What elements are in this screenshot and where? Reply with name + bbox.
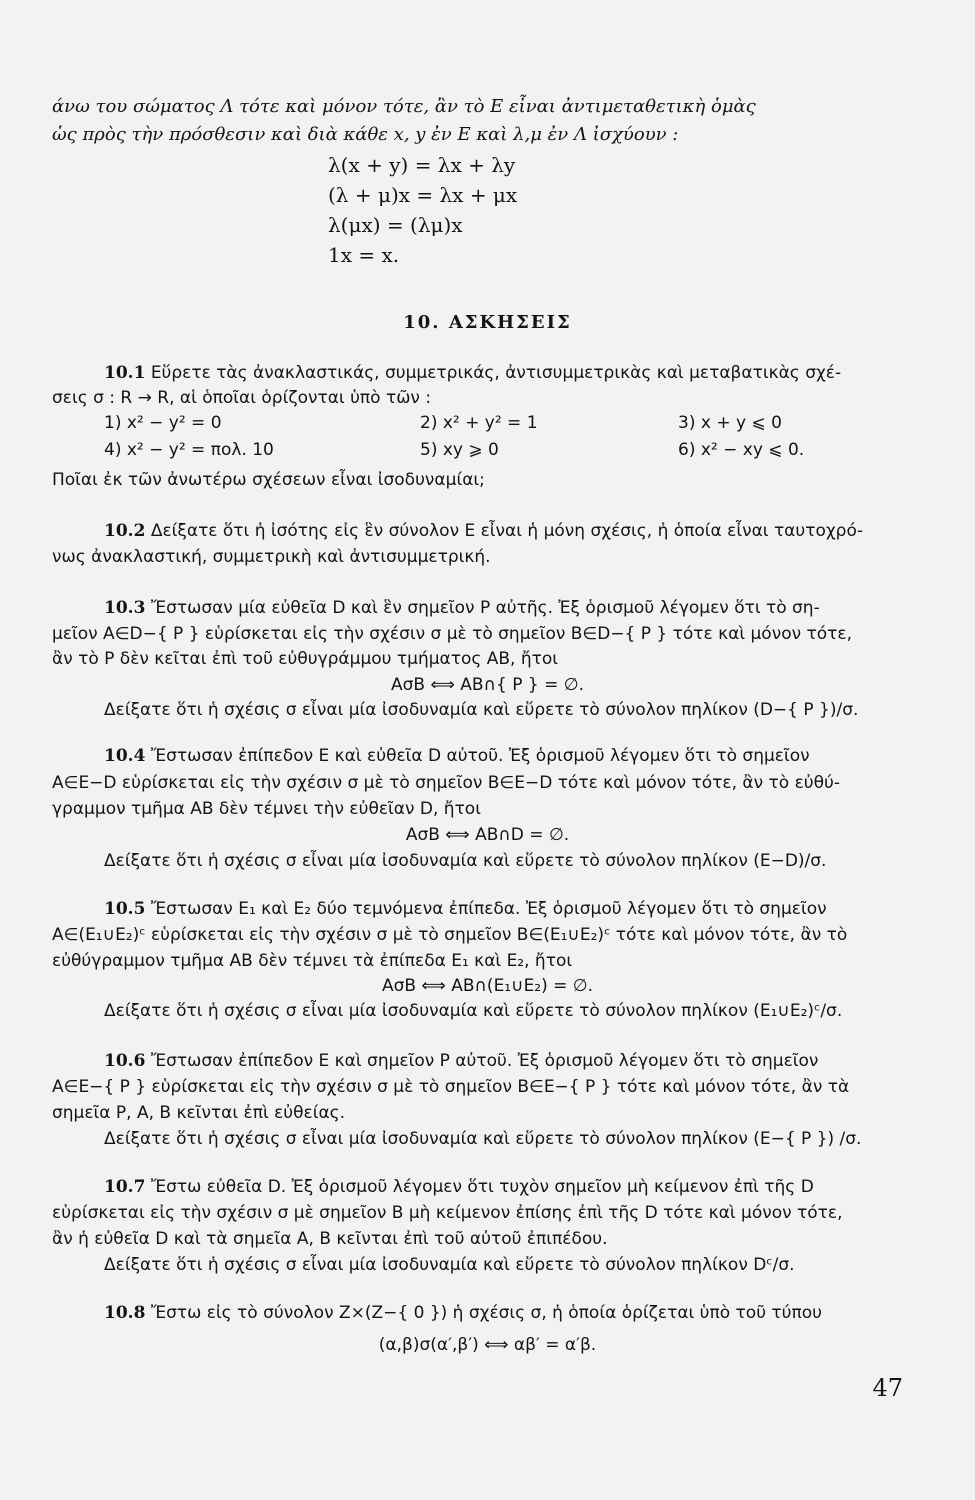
axiom-4: 1x = x. bbox=[328, 243, 400, 267]
exercise-10-1-question: Ποῖαι ἐκ τῶν ἀνωτέρω σχέσεων εἶναι ἰσοδυναμίαι; bbox=[52, 470, 485, 490]
exercise-10-6-line-3: σημεῖα P, A, B κεῖνται ἐπὶ εὐθείας. bbox=[52, 1103, 346, 1123]
exercise-10-8-formula: (α,β)σ(α′,β′) ⟺ αβ′ = α′β. bbox=[378, 1335, 597, 1355]
exercise-number: 10.3 bbox=[104, 598, 146, 618]
exercise-10-5-line-3: εὐθύγραμμον τμῆμα AB δὲν τέμνει τὰ ἐπίπεδα E₁ καὶ E₂, ἤτοι bbox=[52, 951, 573, 971]
exercise-10-4-formula: AσB ⟺ AB∩D = ∅. bbox=[405, 825, 570, 845]
axiom-1: λ(x + y) = λx + λy bbox=[328, 153, 516, 177]
intro-line-2: ὡς πρὸς τὴν πρόσθεσιν καὶ διὰ κάθε x, y ἐν E καὶ λ,μ ἐν Λ ἰσχύουν : bbox=[52, 124, 679, 145]
exercise-10-6-line-1 bbox=[104, 1050, 818, 1072]
exercise-10-5-formula: AσB ⟺ AB∩(E₁∪E₂) = ∅. bbox=[381, 976, 594, 996]
exercise-10-5-line-1 bbox=[104, 898, 827, 920]
exercise-text: Εὕρετε τὰς ἀνακλαστικάς, συμμετρικάς, ἀντισυμμετρικὰς καὶ μεταβατικὰς σχέ- bbox=[150, 363, 842, 383]
exercise-number: 10.2 bbox=[104, 521, 146, 541]
intro-line-1: άνω του σώματος Λ τότε καὶ μόνον τότε, ἂν τὸ E εἶναι ἀντιμεταθετικὴ ὁμὰς bbox=[52, 96, 756, 117]
exercise-number: 10.1 bbox=[104, 363, 146, 383]
exercise-number: 10.5 bbox=[104, 899, 146, 919]
exercise-10-8-line-1 bbox=[104, 1302, 822, 1324]
exercise-10-6-conclusion: Δείξατε ὅτι ἡ σχέσις σ εἶναι μία ἰσοδυναμία καὶ εὕρετε τὸ σύνολον πηλίκον (E−{ P }) /σ. bbox=[104, 1129, 862, 1149]
exercise-number: 10.6 bbox=[104, 1051, 146, 1071]
relation-item-6: 6) x² − xy ⩽ 0. bbox=[678, 440, 805, 460]
exercise-10-6-line-2: A∈E−{ P } εὑρίσκεται εἰς τὴν σχέσιν σ μὲ τὸ σημεῖον B∈E−{ P } τότε καὶ μόνον τότε, ἂν τὰ bbox=[52, 1077, 850, 1097]
relation-item-3: 3) x + y ⩽ 0 bbox=[678, 413, 782, 433]
exercise-number: 10.7 bbox=[104, 1177, 146, 1197]
exercise-10-3-conclusion: Δείξατε ὅτι ἡ σχέσις σ εἶναι μία ἰσοδυναμία καὶ εὕρετε τὸ σύνολον πηλίκον (D−{ P })/σ. bbox=[104, 700, 859, 720]
exercise-text: Ἔστωσαν μία εὐθεῖα D καὶ ἓν σημεῖον P αὐτῆς. Ἐξ ὁρισμοῦ λέγομεν ὅτι τὸ ση- bbox=[150, 598, 820, 618]
relation-item-1: 1) x² − y² = 0 bbox=[104, 413, 222, 433]
exercise-10-4-line-1 bbox=[104, 745, 810, 767]
exercise-10-1-line-1 bbox=[104, 362, 841, 384]
exercise-10-4-line-2: A∈E−D εὑρίσκεται εἰς τὴν σχέσιν σ μὲ τὸ σημεῖον B∈E−D τότε καὶ μόνον τότε, ἂν τὸ εὐθύ- bbox=[52, 773, 840, 793]
exercise-10-7-line-1 bbox=[104, 1176, 814, 1198]
exercise-10-7-line-3: ἂν ἡ εὐθεῖα D καὶ τὰ σημεῖα A, B κεῖνται ἐπὶ τοῦ αὐτοῦ ἐπιπέδου. bbox=[52, 1229, 608, 1249]
exercise-text: Ἔστωσαν E₁ καὶ E₂ δύο τεμνόμενα ἐπίπεδα. Ἐξ ὁρισμοῦ λέγομεν ὅτι τὸ σημεῖον bbox=[150, 899, 827, 919]
exercise-10-2-line-1 bbox=[104, 520, 863, 542]
relation-item-2: 2) x² + y² = 1 bbox=[420, 413, 538, 433]
exercise-10-5-conclusion: Δείξατε ὅτι ἡ σχέσις σ εἶναι μία ἰσοδυναμία καὶ εὕρετε τὸ σύνολον πηλίκον (E₁∪E₂)ᶜ/σ. bbox=[104, 1001, 843, 1021]
exercise-10-3-line-1 bbox=[104, 597, 820, 619]
relation-item-4: 4) x² − y² = πολ. 10 bbox=[104, 440, 274, 460]
exercise-10-7-conclusion: Δείξατε ὅτι ἡ σχέσις σ εἶναι μία ἰσοδυναμία καὶ εὕρετε τὸ σύνολον πηλίκον Dᶜ/σ. bbox=[104, 1255, 795, 1275]
exercise-number: 10.8 bbox=[104, 1303, 146, 1323]
axiom-3: λ(μx) = (λμ)x bbox=[328, 213, 463, 237]
exercise-text: Δείξατε ὅτι ἡ ἰσότης εἰς ἓν σύνολον E εἶναι ἡ μόνη σχέσις, ἡ ὁποία εἶναι ταυτοχρό- bbox=[150, 521, 864, 541]
axiom-2: (λ + μ)x = λx + μx bbox=[328, 183, 518, 207]
page-number: 47 bbox=[872, 1374, 903, 1402]
exercise-10-1-line-2: σεις σ : R → R, αἱ ὁποῖαι ὁρίζονται ὑπὸ τῶν : bbox=[52, 388, 432, 408]
exercise-number: 10.4 bbox=[104, 746, 146, 766]
section-heading: 10. ΑΣΚΗΣΕΙΣ bbox=[403, 312, 572, 333]
exercise-10-4-conclusion: Δείξατε ὅτι ἡ σχέσις σ εἶναι μία ἰσοδυναμία καὶ εὕρετε τὸ σύνολον πηλίκον (E−D)/σ. bbox=[104, 851, 827, 871]
exercise-10-3-line-3: ἂν τὸ P δὲν κεῖται ἐπὶ τοῦ εὐθυγράμμου τμήματος AB, ἤτοι bbox=[52, 649, 559, 669]
exercise-text: Ἔστωσαν ἐπίπεδον E καὶ σημεῖον P αὐτοῦ. Ἐξ ὁρισμοῦ λέγομεν ὅτι τὸ σημεῖον bbox=[150, 1051, 819, 1071]
exercise-text: Ἔστω εἰς τὸ σύνολον Z×(Z−{ 0 }) ἡ σχέσις σ, ἡ ὁποία ὁρίζεται ὑπὸ τοῦ τύπου bbox=[150, 1303, 822, 1323]
exercise-text: Ἔστω εὐθεῖα D. Ἐξ ὁρισμοῦ λέγομεν ὅτι τυχὸν σημεῖον μὴ κείμενον ἐπὶ τῆς D bbox=[150, 1177, 814, 1197]
exercise-10-3-line-2: μεῖον A∈D−{ P } εὑρίσκεται εἰς τὴν σχέσιν σ μὲ τὸ σημεῖον B∈D−{ P } τότε καὶ μόνον τότε, bbox=[52, 624, 852, 644]
exercise-10-7-line-2: εὑρίσκεται εἰς τὴν σχέσιν σ μὲ σημεῖον B μὴ κείμενον ἐπίσης ἐπὶ τῆς D τότε καὶ μόνον τότε, bbox=[52, 1203, 843, 1223]
exercise-10-3-formula: AσB ⟺ AB∩{ P } = ∅. bbox=[391, 675, 584, 695]
relation-item-5: 5) xy ⩾ 0 bbox=[420, 440, 499, 460]
exercise-10-5-line-2: A∈(E₁∪E₂)ᶜ εὑρίσκεται εἰς τὴν σχέσιν σ μὲ τὸ σημεῖον B∈(E₁∪E₂)ᶜ τότε καὶ μόνον τότε, ἂν τὸ bbox=[52, 925, 848, 945]
exercise-text: Ἔστωσαν ἐπίπεδον E καὶ εὐθεῖα D αὐτοῦ. Ἐξ ὁρισμοῦ λέγομεν ὅτι τὸ σημεῖον bbox=[150, 746, 810, 766]
exercise-10-4-line-3: γραμμον τμῆμα AB δὲν τέμνει τὴν εὐθεῖαν D, ἤτοι bbox=[52, 799, 481, 819]
exercise-10-2-line-2: νως ἀνακλαστική, συμμετρικὴ καὶ ἀντισυμμετρική. bbox=[52, 547, 491, 567]
